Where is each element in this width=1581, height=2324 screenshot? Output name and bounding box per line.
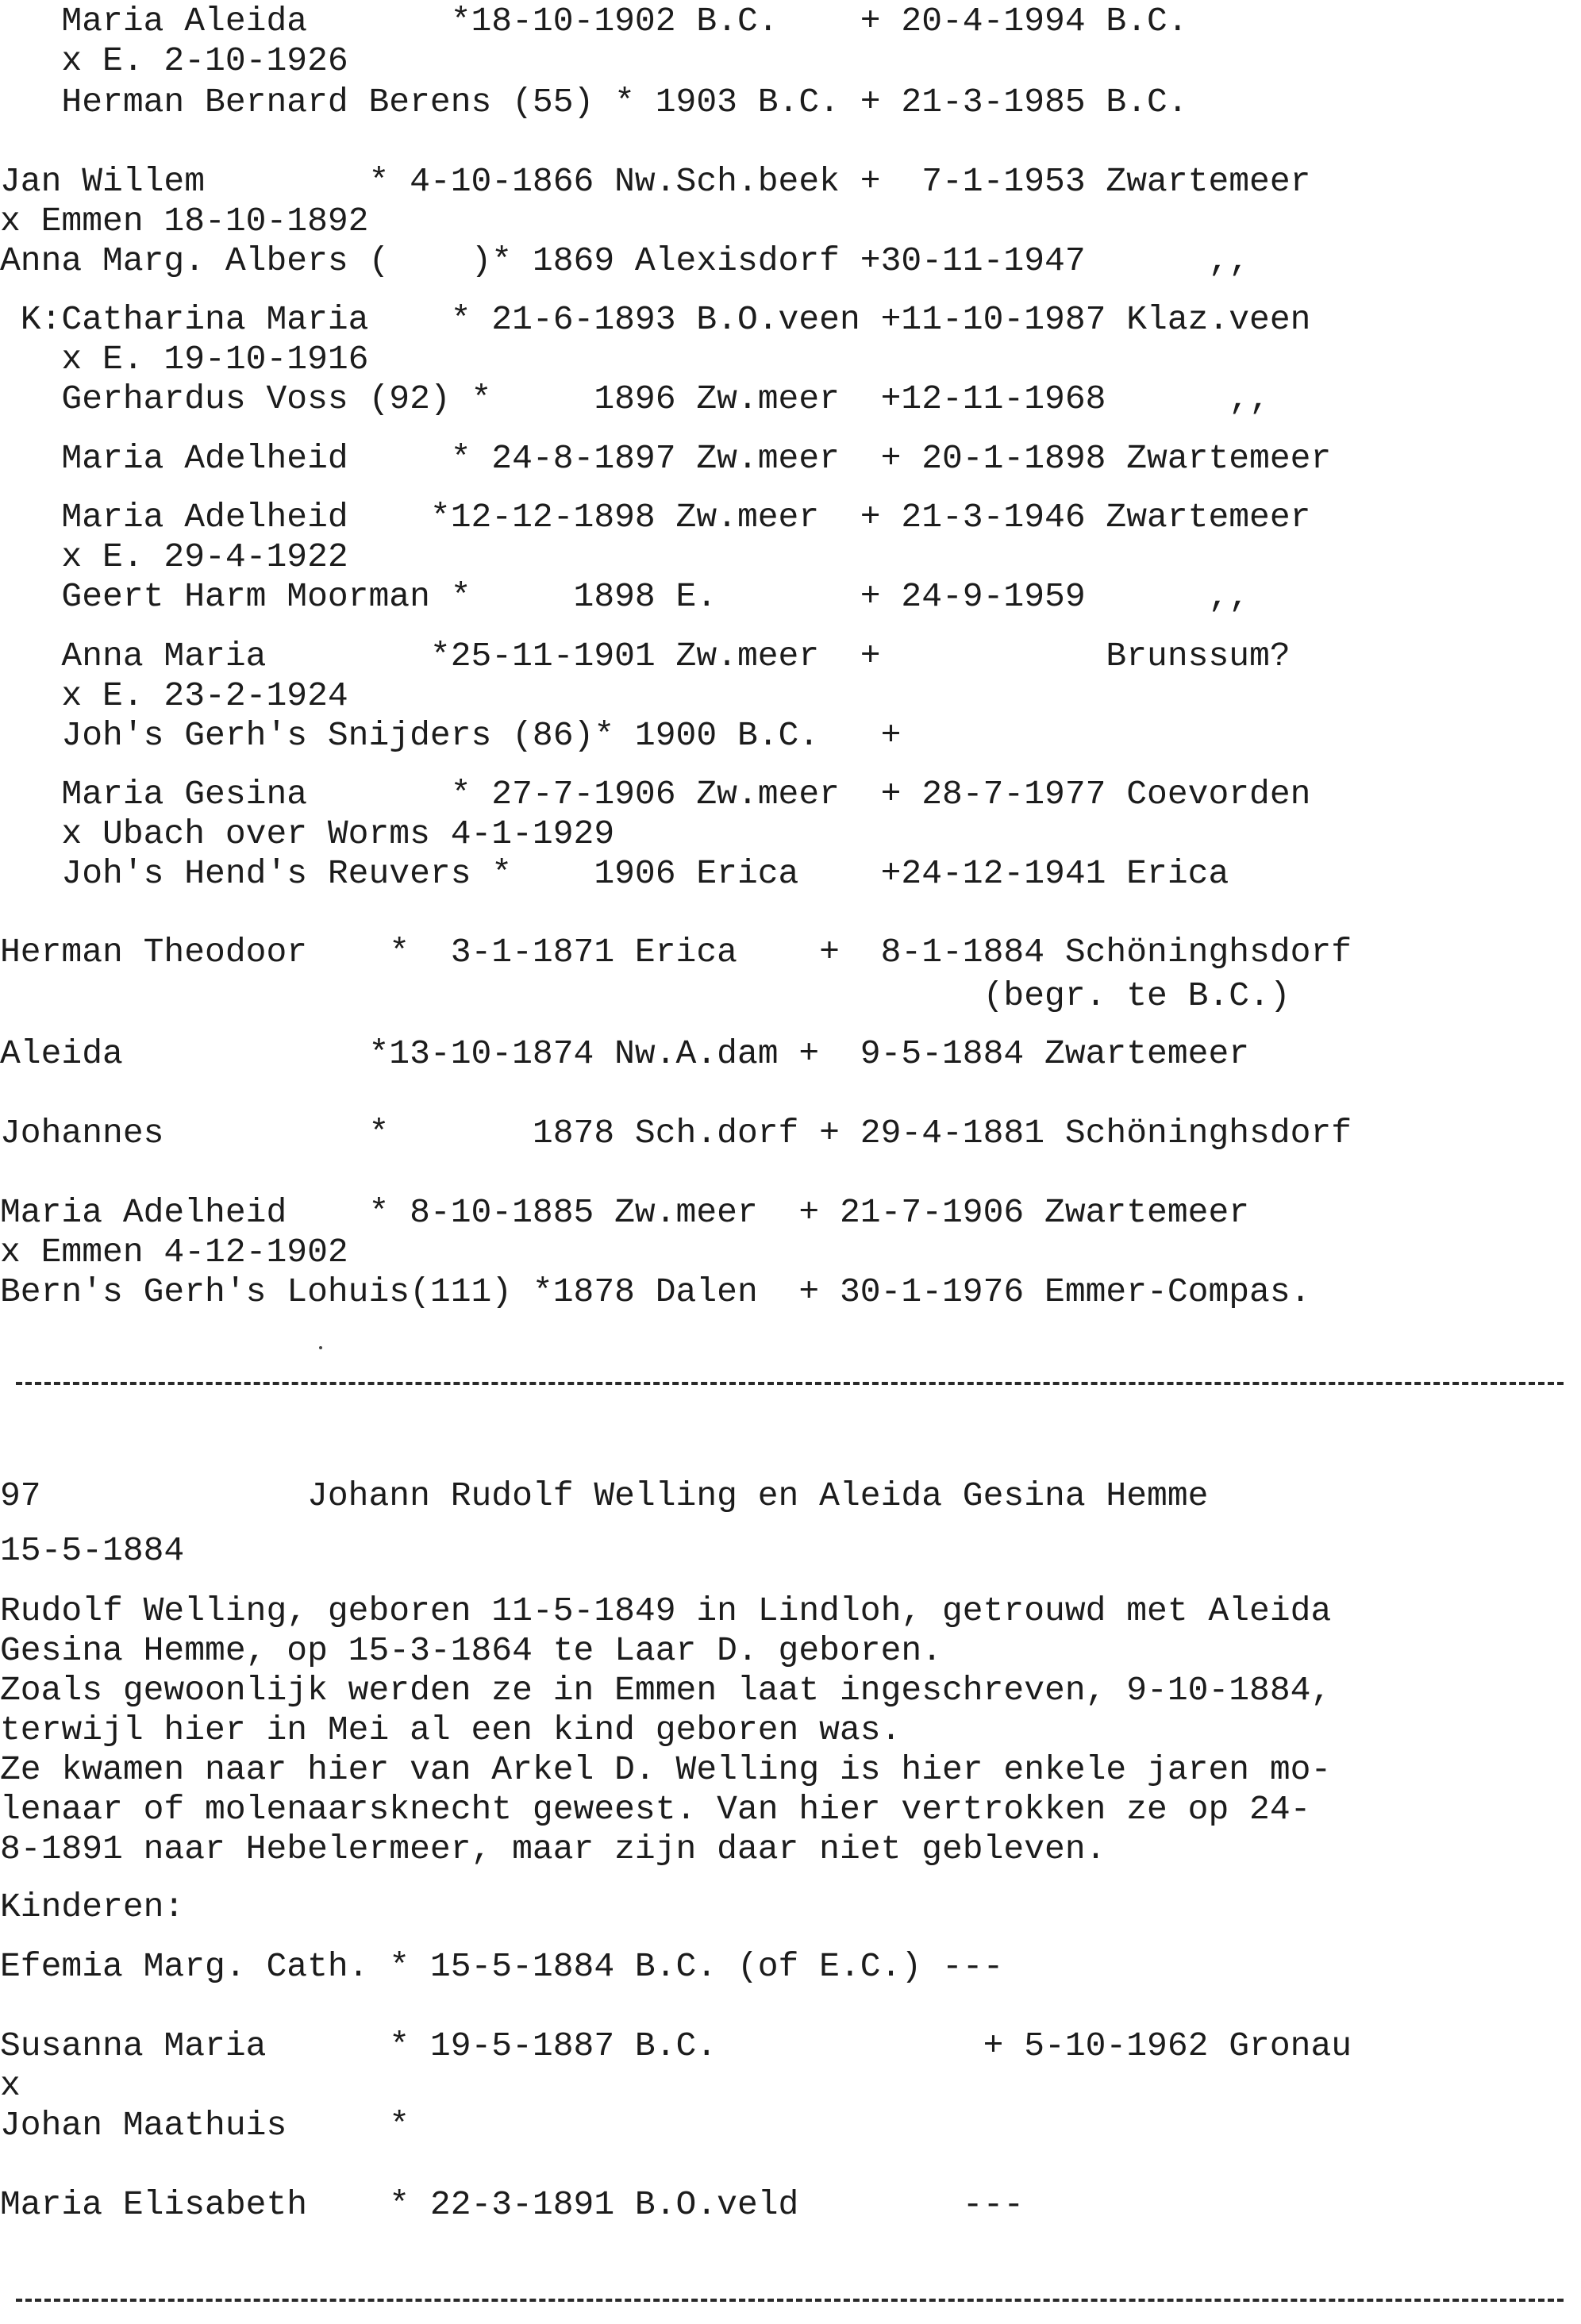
text-line: Maria Adelheid * 8-10-1885 Zw.meer + 21-7-1906 Zwartemeer [0,1193,1250,1232]
text-line: Maria Adelheid *12-12-1898 Zw.meer + 21-3-1946 Zwartemeer [0,498,1311,537]
text-line: Susanna Maria * 19-5-1887 B.C. + 5-10-1962 Gronau [0,2026,1352,2065]
text-line: Ze kwamen naar hier van Arkel D. Welling is hier enkele jaren mo- [0,1750,1332,1789]
text-line: Herman Bernard Berens (55) * 1903 B.C. + 21-3-1985 B.C. [0,83,1188,121]
text-line: x Ubach over Worms 4-1-1929 [0,814,615,853]
text-line: (begr. te B.C.) [0,976,1291,1015]
text-line: Gesina Hemme, op 15-3-1864 te Laar D. geboren. [0,1631,942,1670]
text-line: Maria Aleida *18-10-1902 B.C. + 20-4-1994 B.C. [0,2,1188,40]
text-line: Jan Willem * 4-10-1866 Nw.Sch.beek + 7-1-1953 Zwartemeer [0,162,1311,201]
text-line: terwijl hier in Mei al een kind geboren was. [0,1710,902,1749]
text-line: Aleida *13-10-1874 Nw.A.dam + 9-5-1884 Zwartemeer [0,1034,1250,1073]
text-line: x Emmen 4-12-1902 [0,1233,348,1272]
scan-speck [319,1346,322,1349]
text-line: x [0,2066,21,2105]
text-line: x E. 19-10-1916 [0,340,369,379]
text-line: Maria Gesina * 27-7-1906 Zw.meer + 28-7-1977 Coevorden [0,775,1311,814]
text-line: Anna Maria *25-11-1901 Zw.meer + Brunssum? [0,637,1291,675]
text-line: lenaar of molenaarsknecht geweest. Van hier vertrokken ze op 24- [0,1790,1311,1829]
text-line: K:Catharina Maria * 21-6-1893 B.O.veen +11-10-1987 Klaz.veen [0,300,1311,339]
text-line: Johannes * 1878 Sch.dorf + 29-4-1881 Schöninghsdorf [0,1114,1352,1152]
text-line: Bern's Gerh's Lohuis(111) *1878 Dalen + 30-1-1976 Emmer-Compas. [0,1272,1311,1311]
text-line: Johan Maathuis * [0,2106,410,2145]
text-line: Joh's Hend's Reuvers * 1906 Erica +24-12-1941 Erica [0,854,1229,893]
text-line: Kinderen: [0,1887,185,1926]
text-line: x E. 23-2-1924 [0,676,348,715]
text-line: Anna Marg. Albers ( )* 1869 Alexisdorf +30-11-1947 ,, [0,241,1250,280]
text-line: 8-1891 naar Hebelermeer, maar zijn daar niet gebleven. [0,1830,1106,1868]
text-line: Zoals gewoonlijk werden ze in Emmen laat ingeschreven, 9-10-1884, [0,1671,1332,1710]
section-divider [16,2299,1564,2302]
text-line: x Emmen 18-10-1892 [0,202,369,240]
text-line: Rudolf Welling, geboren 11-5-1849 in Lindloh, getrouwd met Aleida [0,1591,1332,1630]
text-line: Geert Harm Moorman * 1898 E. + 24-9-1959 ,, [0,577,1250,616]
text-line: Herman Theodoor * 3-1-1871 Erica + 8-1-1884 Schöninghsdorf [0,933,1352,972]
text-line: x E. 2-10-1926 [0,41,348,80]
text-line: Maria Elisabeth * 22-3-1891 B.O.veld --- [0,2185,1025,2224]
text-line: Gerhardus Voss (92) * 1896 Zw.meer +12-11-1968 ,, [0,379,1270,418]
section-divider [16,1382,1564,1385]
text-line: Joh's Gerh's Snijders (86)* 1900 B.C. + [0,716,902,755]
text-line: Maria Adelheid * 24-8-1897 Zw.meer + 20-1-1898 Zwartemeer [0,439,1332,478]
text-line: Efemia Marg. Cath. * 15-5-1884 B.C. (of E.C.) --- [0,1947,1004,1986]
text-line: x E. 29-4-1922 [0,537,348,576]
section-heading: 97 Johann Rudolf Welling en Aleida Gesina Hemme [0,1476,1209,1515]
text-line: 15-5-1884 [0,1531,185,1570]
